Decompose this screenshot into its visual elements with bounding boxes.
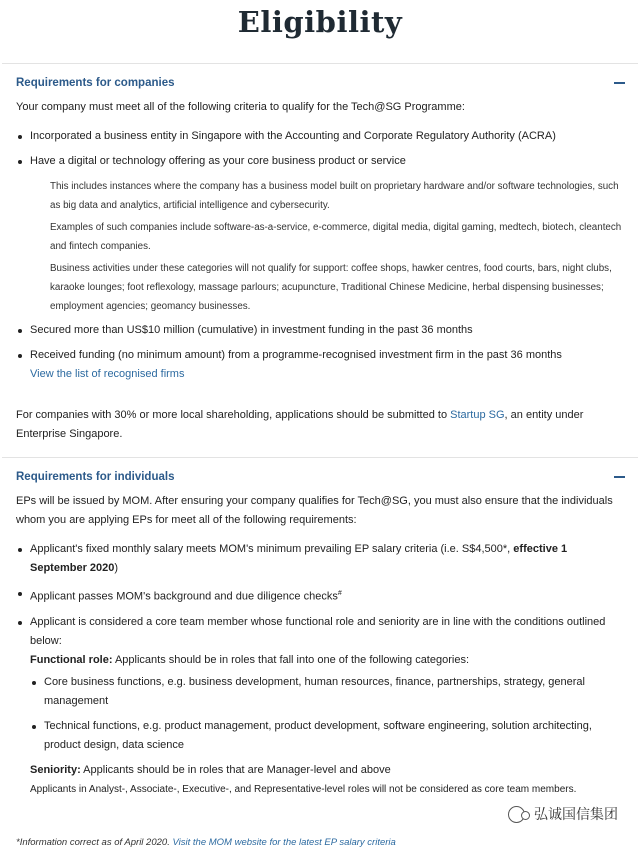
- mom-website-link[interactable]: Visit the MOM website for the latest EP salary criteria: [172, 836, 396, 848]
- companies-criteria-list-2: [16, 321, 624, 384]
- divider: [2, 457, 638, 458]
- bullet-text: Received funding (no minimum amount) from a programme-recognised investment firm in the past 36 months: [30, 349, 562, 361]
- companies-intro: Your company must meet all of the following criteria to qualify for the Tech@SG Programme:: [16, 101, 465, 113]
- list-item: Incorporated a business entity in Singapore with the Accounting and Corporate Regulatory Authority (ACRA): [16, 127, 624, 146]
- seniority-label: Seniority:: [30, 763, 81, 776]
- footnote-mark: #: [337, 590, 342, 597]
- watermark-text: 弘诚国信集团: [534, 806, 618, 822]
- detail-paragraph: Business activities under these categories will not qualify for support: coffee shops, hawker centres, food courts, bars, night clubs, karaoke lounges; foot reflexology, massage parlours; acupuncture, Traditional Chinese Medicine, herbal dispensing businesses; employment agencies; geomancy businesses.: [50, 263, 612, 312]
- companies-criteria-list: [16, 127, 624, 171]
- seniority-note: Applicants in Analyst-, Associate-, Executive-, and Representative-level roles will not be considered as core team members.: [30, 783, 577, 795]
- individuals-section-header[interactable]: [0, 462, 640, 492]
- list-item: Core business functions, e.g. business development, human resources, finance, partnerships, strategy, general management: [30, 673, 624, 711]
- companies-section-header[interactable]: [0, 68, 640, 98]
- list-item: [16, 613, 624, 651]
- functional-role-text: Applicants should be in roles that fall into one of the following categories:: [112, 653, 470, 666]
- functional-role-line: [30, 651, 624, 670]
- effective-date: effective 1 September 2020: [30, 543, 568, 574]
- companies-content: [0, 98, 640, 444]
- seniority-text: Applicants should be in roles that are Manager-level and above: [80, 763, 391, 776]
- individuals-intro: EPs will be issued by MOM. After ensuring your company qualifies for Tech@SG, you must also ensure that the individuals whom you are applying EPs for meet all of the following requirements:: [16, 495, 613, 526]
- companies-heading: Requirements for companies: [16, 77, 175, 89]
- divider: [2, 63, 638, 64]
- page-title: Eligibility: [237, 5, 403, 39]
- footer-note: [0, 837, 640, 848]
- list-item: [16, 346, 624, 384]
- role-categories-list: [30, 673, 624, 755]
- individuals-heading: Requirements for individuals: [16, 471, 175, 483]
- functional-role-label: Functional role:: [30, 653, 113, 666]
- list-item: [16, 584, 624, 607]
- list-item: [16, 152, 624, 171]
- functional-role-block: [16, 651, 624, 799]
- local-shareholding-note: [16, 406, 624, 444]
- recognised-firms-link[interactable]: View the list of recognised firms: [30, 368, 185, 380]
- core-team-text: Applicant is considered a core team member whose functional role and seniority are in line with the conditions outlined below:: [30, 615, 606, 647]
- individuals-content: [0, 492, 640, 799]
- list-item: [16, 540, 624, 578]
- digital-offering-details: [16, 177, 624, 316]
- wechat-icon: [508, 806, 525, 823]
- local-note-text-end: , an entity under Enterprise Singapore.: [16, 409, 584, 440]
- list-item: Technical functions, e.g. product management, product development, software engineering, solution architecting, product design, data science: [30, 717, 624, 755]
- watermark: [508, 804, 618, 824]
- footer-text: *Information correct as of April 2020.: [16, 836, 173, 848]
- startup-sg-link[interactable]: Startup SG: [450, 409, 505, 421]
- seniority-line: [30, 761, 624, 780]
- collapse-icon[interactable]: [614, 476, 625, 478]
- salary-text-end: ): [114, 562, 119, 574]
- collapse-icon[interactable]: [614, 82, 625, 84]
- background-check-text: Applicant passes MOM's background and due diligence checks: [30, 590, 338, 603]
- individuals-criteria-list: [16, 540, 624, 651]
- list-item: Secured more than US$10 million (cumulative) in investment funding in the past 36 months: [16, 321, 624, 340]
- local-note-text: For companies with 30% or more local shareholding, applications should be submitted to: [16, 409, 451, 421]
- salary-text: Applicant's fixed monthly salary meets MOM's minimum prevailing EP salary criteria (i.e. S$4,500*,: [30, 543, 514, 555]
- detail-paragraph: This includes instances where the company has a business model built on proprietary hardware and/or software technologies, such as big data and analytics, artificial intelligence and cybersecurity.: [50, 181, 619, 211]
- bullet-text: Have a digital or technology offering as your core business product or service: [30, 155, 406, 167]
- detail-paragraph: Examples of such companies include software-as-a-service, e-commerce, digital media, digital gaming, medtech, biotech, cleantech and fintech companies.: [50, 222, 622, 252]
